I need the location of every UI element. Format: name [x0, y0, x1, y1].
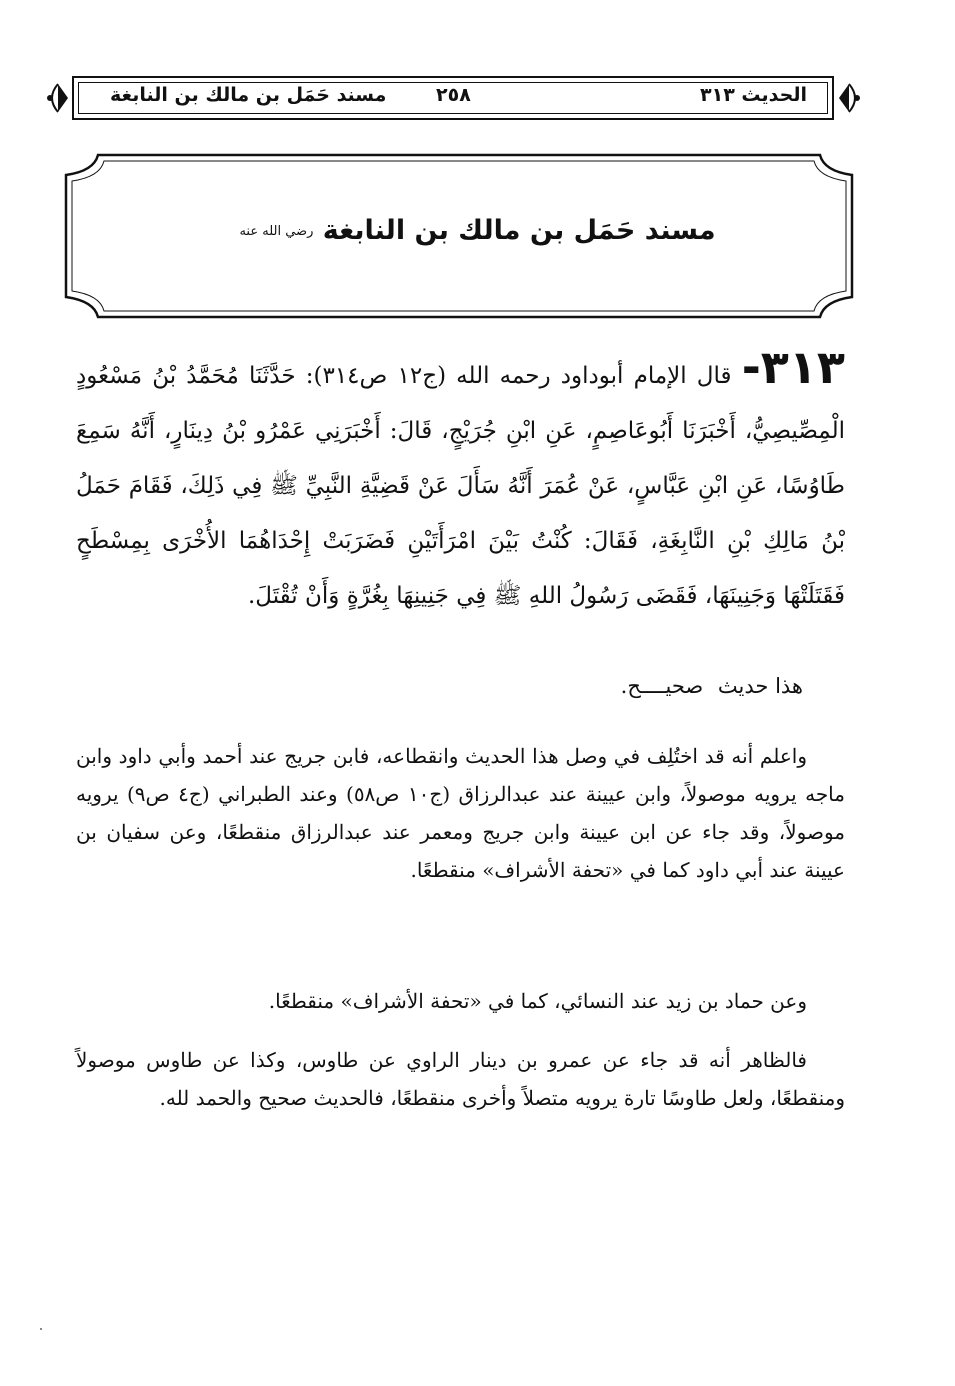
hadith-text-block [76, 340, 845, 624]
header-section-title: مسند حَمَل بن مالك بن النابغة [110, 84, 387, 106]
header-ornament-right-icon [835, 78, 865, 118]
grade-prefix: هذا حديث [717, 674, 803, 698]
hadith-number: ٣١٣- [741, 340, 846, 394]
page-speck [40, 1328, 42, 1330]
page-title [0, 215, 955, 246]
header-page-number: ٢٥٨ [436, 84, 471, 106]
commentary-paragraph-1: واعلم أنه قد اختُلِف في وصل هذا الحديث وانقطاعه، فابن جريج عند أحمد وأبي داود وابن ماجه يرويه موصولاً، وابن عيينة عند عبدالرزاق (ج١٠ ص٥٨) وعند الطبراني (ج٤ ص٩) يرويه موصولاً، وقد جاء عن ابن عيينة وابن جريج ومعمر عند عبدالرزاق منقطعًا، وعن سفيان بن عيينة عند أبي داود كما في «تحفة الأشراف» منقطعًا. [76, 744, 845, 882]
grade-word: صحيــــح. [620, 674, 704, 698]
title-honorific-glyph: رضي الله عنه [239, 224, 314, 239]
header-hadith-label: الحديث ٣١٣ [700, 84, 807, 106]
header-ornament-left-icon [42, 78, 72, 118]
hadith-grade [621, 674, 803, 698]
commentary-paragraph-2: وعن حماد بن زيد عند النسائي، كما في «تحفة الأشراف» منقطعًا. [268, 989, 807, 1013]
page-title-text: مسند حَمَل بن مالك بن النابغة [322, 215, 716, 246]
hadith-text: قال الإمام أبوداود رحمه الله (ج١٢ ص٣١٤): حَدَّثَنَا مُحَمَّدُ بْنُ مَسْعُودٍ الْمِصِّيصِيُّ، أَخْبَرَنَا أَبُوعَاصِمٍ، عَنِ ابْنِ جُرَيْجٍ، قَالَ: أَخْبَرَنِي عَمْرُو بْنُ دِينَارٍ، أَنَّهُ سَمِعَ طَاوُسًا، عَنِ ابْنِ عَبَّاسٍ، عَنْ عُمَرَ أَنَّهُ سَأَلَ عَنْ قَضِيَّةِ النَّبِيِّ ﷺ فِي ذَلِكَ، فَقَامَ حَمَلُ بْنُ مَالِكِ بْنِ النَّابِغَةِ، فَقَالَ: كُنْتُ بَيْنَ امْرَأَتَيْنِ فَضَرَبَتْ إِحْدَاهُمَا الأُخْرَى بِمِسْطَحٍ فَقَتَلَتْهَا وَجَنِينَهَا، فَقَضَى رَسُولُ اللهِ ﷺ فِي جَنِينِهَا بِغُرَّةٍ وَأَنْ تُقْتَلَ. [76, 363, 845, 609]
commentary-paragraph-3: فالظاهر أنه قد جاء عن عمرو بن دينار الراوي عن طاوس، وكذا عن طاوس موصولاً ومنقطعًا، ولعل طاوسًا تارة يرويه متصلاً وأخرى منقطعًا، فالحديث صحيح والحمد لله. [76, 1048, 845, 1110]
